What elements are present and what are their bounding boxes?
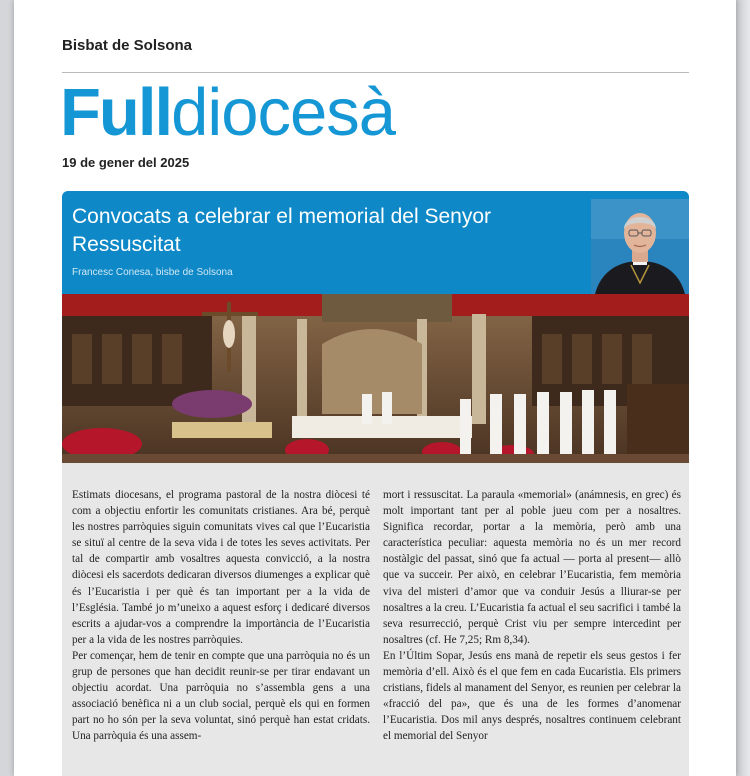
masthead-bold: Full [60,75,172,150]
cathedral-photo [62,294,689,463]
paragraph: Estimats diocesans, el programa pastoral de la nostra diòcesi té com a objectiu enfortir les comunitats cristianes. Ara bé, perquè les nostres parròquies siguin comunitats vives cal que l’Eucaristia se situï al centre de la seva vida i de totes les seves activitats. Per tal de compartir amb vosaltres aquesta convicció, a la nostra diòcesi els sacerdots dedicaran diversos diumenges a explicar què és l’Eucaristia i per què és tan important per a la vida de l’Església. També jo m’uneixo a aquest esforç i dedicaré diversos escrits a ajudar-vos a comprendre la importància de l’Eucaristia per a la vida de les nostres parròquies. [72,489,370,646]
window-edge [736,0,750,776]
paragraph: Per començar, hem de tenir en compte que una parròquia no és un grup de persones que han decidit reunir-se per tirar endavant un objectiu acordat. Una parròquia no s’assembla gens a una associació benèfica ni a un club social, perquè els qui en formen part no ho són per la seva voluntat, sinó perquè han estat cridats. Una parròquia és una assem- [72,649,370,743]
masthead-light: diocesà [171,75,396,150]
article-byline: Francesc Conesa, bisbe de Solsona [72,267,233,278]
article-column-left [72,487,370,745]
author-portrait [591,199,689,294]
masthead-title [60,75,396,150]
paragraph: En l’Últim Sopar, Jesús ens manà de repetir els seus gestos i fer memòria d’ell. Això és el que fem en cada Eucaristia. Els primers cristians, fidels al manament del Senyor, es reunien per celebrar la «fracció del pa», que és una de les formes d’anomenar l’Eucaristia. Dos mil anys després, nosaltres continuem celebrant el memorial del Senyor [383,649,681,743]
article-headline: Convocats a celebrar el memorial del Senyor Ressuscitat [72,205,492,256]
issue-date: 19 de gener del 2025 [62,155,190,170]
paragraph: mort i ressuscitat. La paraula «memorial» (anámnesis, en grec) és molt important tant per al poble jueu com per a nosaltres. Significa recordar, portar a la memòria, però amb una característica peculiar: aquesta memòria no és un mer record nostàlgic del passat, sinó que fa actual — porta al present— allò que va succeir. Per això, en celebrar l’Eucaristia, fem memòria viva del misteri d’amor que va conduir Jesús a lliurar-se per nosaltres a la creu. L’Eucaristia fa actual el seu sacrifici i també la seva resurrecció, perquè Crist viu per sempre intercedint per nosaltres (cf. He 7,25; Rm 8,34). [383,489,681,646]
header-divider [62,72,689,73]
diocese-name: Bisbat de Solsona [62,37,193,54]
article-banner [62,191,689,294]
article-column-right [383,487,681,745]
newsletter-page [14,0,736,776]
article-box [62,191,689,776]
